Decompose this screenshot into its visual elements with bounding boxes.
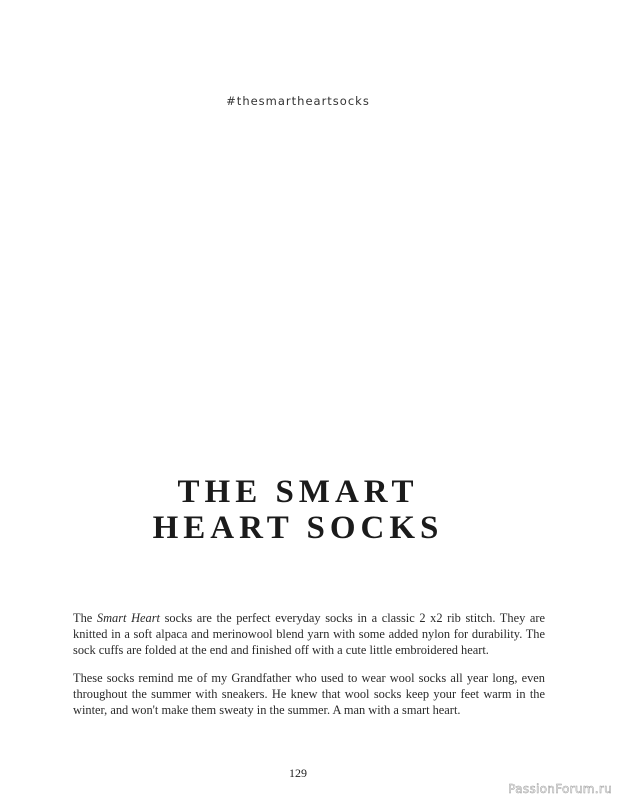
hashtag: #thesmartheartsocks — [226, 94, 370, 108]
title-line-1: THE SMART — [177, 474, 419, 510]
title-line-2: HEART SOCKS — [152, 510, 444, 546]
paragraph-1-rest: socks are the perfect everyday socks in a classic 2 x2 rib stitch. They are knitted in a soft alpaca and merinowool blend yarn with some added nylon for durability. The sock cuffs are folded at the end and finished off with a cute little embroidered heart. — [73, 611, 545, 657]
paragraph-1 — [73, 610, 545, 658]
page-number: 129 — [289, 766, 307, 780]
page-title — [0, 474, 596, 546]
watermark: PassionForum.ru — [508, 782, 612, 796]
paragraph-2: These socks remind me of my Grandfather who used to wear wool socks all year long, even throughout the summer with sneakers. He knew that wool socks keep your feet warm in the winter, and won't make them sweaty in the summer. A man with a smart heart. — [73, 671, 545, 717]
paragraph-1-prefix: The — [73, 611, 97, 625]
body-text — [73, 610, 545, 730]
product-name: Smart Heart — [96, 611, 160, 625]
